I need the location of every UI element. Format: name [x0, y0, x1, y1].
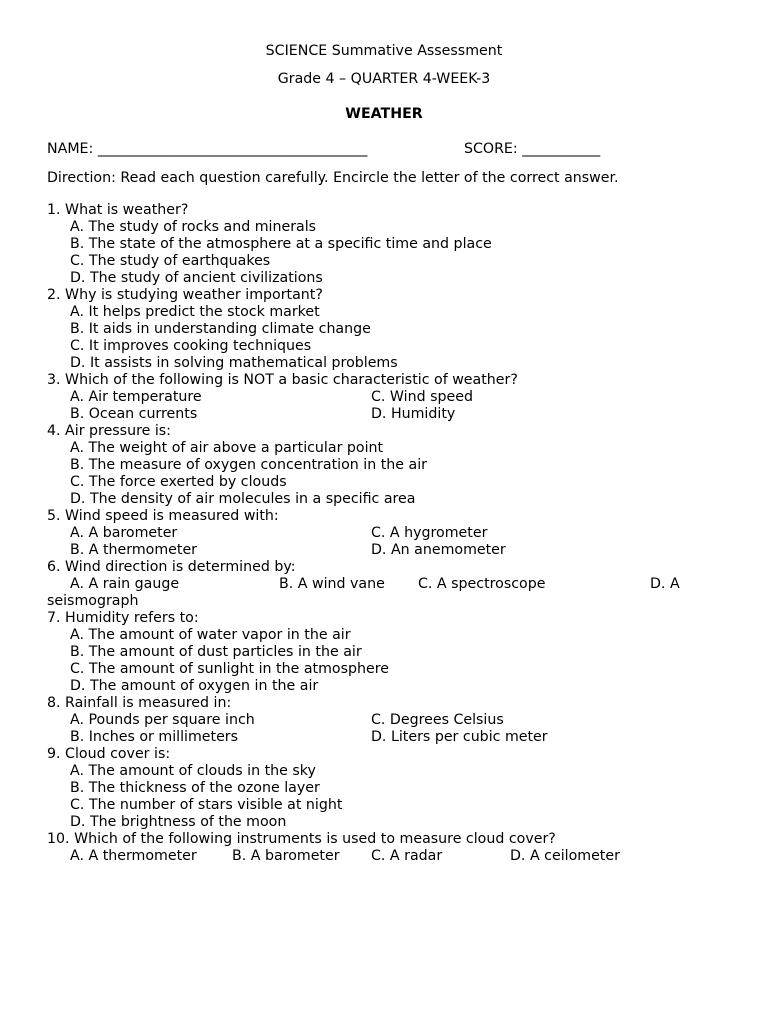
answer-option: B. Ocean currents — [70, 406, 198, 422]
option-row — [47, 576, 727, 593]
question-list — [47, 202, 727, 865]
answer-option: B. The measure of oxygen concentration in the air — [70, 457, 427, 473]
answer-option: A. A thermometer — [70, 848, 197, 864]
answer-option: A. A rain gauge — [70, 576, 180, 592]
answer-option: A. The amount of water vapor in the air — [70, 627, 351, 643]
answer-option: B. It aids in understanding climate change — [70, 321, 371, 337]
option-row — [47, 848, 727, 865]
question-text: 3. Which of the following is NOT a basic characteristic of weather? — [47, 372, 518, 388]
answer-option: C. Degrees Celsius — [371, 712, 504, 728]
name-field: NAME: ______________________________________ — [47, 141, 368, 157]
answer-option: C. It improves cooking techniques — [70, 338, 312, 354]
answer-option: D. The amount of oxygen in the air — [70, 678, 319, 694]
answer-option: C. A hygrometer — [371, 525, 488, 541]
answer-option-continuation: seismograph — [47, 593, 139, 609]
option-row — [47, 389, 727, 406]
answer-option: C. The study of earthquakes — [70, 253, 271, 269]
option-row — [47, 542, 727, 559]
answer-option: B. The thickness of the ozone layer — [70, 780, 320, 796]
answer-option: C. Wind speed — [371, 389, 473, 405]
question-text: 10. Which of the following instruments is used to measure cloud cover? — [47, 831, 556, 847]
question-text: 7. Humidity refers to: — [47, 610, 199, 626]
question-text: 6. Wind direction is determined by: — [47, 559, 296, 575]
option-row — [47, 406, 727, 423]
direction-text: Direction: Read each question carefully. Encircle the letter of the correct answer. — [47, 170, 619, 186]
score-field: SCORE: ___________ — [464, 141, 601, 157]
answer-option: A. Air temperature — [70, 389, 202, 405]
answer-option: B. The amount of dust particles in the air — [70, 644, 362, 660]
option-row — [47, 525, 727, 542]
grade-quarter-line: Grade 4 – QUARTER 4-WEEK-3 — [277, 71, 491, 87]
answer-option: C. The number of stars visible at night — [70, 797, 343, 813]
question-text: 4. Air pressure is: — [47, 423, 171, 439]
question-text: 8. Rainfall is measured in: — [47, 695, 232, 711]
answer-option: B. The state of the atmosphere at a specific time and place — [70, 236, 492, 252]
answer-option: D. The study of ancient civilizations — [70, 270, 323, 286]
answer-option: C. A spectroscope — [418, 576, 546, 592]
answer-option: B. Inches or millimeters — [70, 729, 239, 745]
answer-option: A. It helps predict the stock market — [70, 304, 320, 320]
answer-option: D. A — [650, 576, 680, 592]
answer-option: D. An anemometer — [371, 542, 506, 558]
answer-option: C. The amount of sunlight in the atmosphere — [70, 661, 389, 677]
answer-option: B. A wind vane — [279, 576, 385, 592]
answer-option: D. It assists in solving mathematical problems — [70, 355, 398, 371]
answer-option: B. A thermometer — [70, 542, 198, 558]
worksheet-title: SCIENCE Summative Assessment — [265, 43, 503, 59]
answer-option: B. A barometer — [232, 848, 340, 864]
answer-option: A. A barometer — [70, 525, 178, 541]
answer-option: C. A radar — [371, 848, 443, 864]
answer-option: C. The force exerted by clouds — [70, 474, 287, 490]
option-row — [47, 729, 727, 746]
answer-option: A. The study of rocks and minerals — [70, 219, 317, 235]
answer-option: D. The brightness of the moon — [70, 814, 287, 830]
answer-option: A. The amount of clouds in the sky — [70, 763, 316, 779]
option-row — [47, 712, 727, 729]
answer-option: D. Humidity — [371, 406, 456, 422]
topic-heading: WEATHER — [345, 106, 423, 122]
question-text: 2. Why is studying weather important? — [47, 287, 323, 303]
answer-option: A. Pounds per square inch — [70, 712, 255, 728]
question-text: 9. Cloud cover is: — [47, 746, 171, 762]
answer-option: D. Liters per cubic meter — [371, 729, 548, 745]
question-text: 1. What is weather? — [47, 202, 189, 218]
answer-option: D. A ceilometer — [510, 848, 620, 864]
answer-option: A. The weight of air above a particular point — [70, 440, 384, 456]
answer-option: D. The density of air molecules in a specific area — [70, 491, 416, 507]
question-text: 5. Wind speed is measured with: — [47, 508, 279, 524]
